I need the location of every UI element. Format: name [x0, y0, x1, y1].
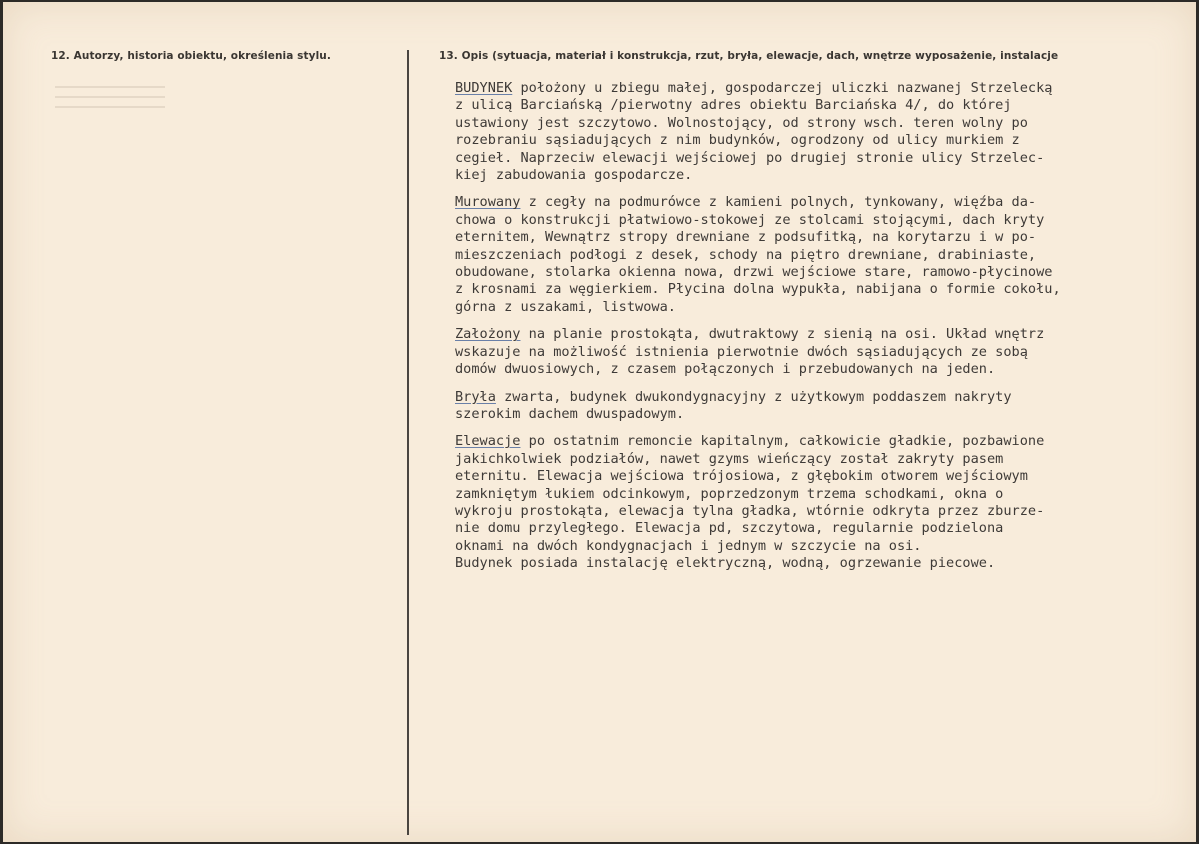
paragraph-murowany — [455, 194, 1185, 316]
text-line: chowa o konstrukcji płatwiowo-stokowej ze stolcami stojącymi, dach kryty — [455, 211, 1045, 228]
document-sheet — [3, 2, 1196, 842]
paragraph-zalozony — [455, 326, 1185, 378]
paragraph-lead: Bryła — [455, 388, 496, 405]
text-line: zwarta, budynek dwukondygnacyjny z użytkowym poddaszem nakryty — [495, 388, 1012, 405]
section-12-heading: 12. Autorzy, historia obiektu, określenia stylu. — [51, 50, 331, 62]
text-line: obudowane, stolarka okienna nowa, drzwi wejściowe stare, ramowo-płycinowe — [455, 264, 1053, 281]
paragraph-elewacje — [455, 433, 1185, 572]
paragraph-budynek — [455, 80, 1185, 184]
text-line: mieszczeniach podłogi z desek, schody na piętro drewniane, drabiniaste, — [455, 246, 1037, 263]
text-line: jakichkolwiek podziałów, nawet gzyms wieńczący został zakryty pasem — [455, 450, 1004, 467]
paragraph-lead: Założony — [455, 326, 521, 343]
text-line: wykroju prostokąta, elewacja tylna gładka, wtórnie odkryta przez zburze- — [455, 502, 1045, 519]
text-line: eternitu. Elewacja wejściowa trójosiowa, z głębokim otworem wejściowym — [455, 468, 1028, 485]
text-line: szerokim dachem dwuspadowym. — [455, 405, 685, 422]
column-divider — [407, 50, 409, 835]
faded-bleed-through — [55, 86, 165, 126]
text-line: z cegły na podmurówce z kamieni polnych, tynkowany, więźba da- — [520, 194, 1037, 211]
text-line: po ostatnim remoncie kapitalnym, całkowicie gładkie, pozbawione — [520, 433, 1045, 450]
section-13-heading: 13. Opis (sytuacja, materiał i konstrukcja, rzut, bryła, elewacje, dach, wnętrze wyposażenie, instalacje — [439, 50, 1059, 62]
text-line: z krosnami za węgierkiem. Płycina dolna wypukła, nabijana o formie cokołu, — [455, 281, 1061, 298]
text-line: nie domu przyległego. Elewacja pd, szczytowa, regularnie podzielona — [455, 520, 1004, 537]
text-line: położony u zbiegu małej, gospodarczej uliczki nazwanej Strzelecką — [512, 80, 1053, 96]
text-line: górna z uszakami, listwowa. — [455, 298, 676, 315]
text-line: cegieł. Naprzeciw elewacji wejściowej po drugiej stronie ulicy Strzelec- — [455, 149, 1045, 166]
paragraph-bryla — [455, 389, 1185, 424]
description-text — [455, 80, 1185, 573]
text-line: kiej zabudowania gospodarcze. — [455, 167, 693, 184]
text-line: wskazuje na możliwość istnienia pierwotnie dwóch sąsiadujących ze sobą — [455, 343, 1028, 360]
paragraph-lead: Murowany — [455, 194, 521, 211]
text-line: domów dwuosiowych, z czasem połączonych i przebudowanych na jeden. — [455, 361, 996, 378]
text-line: eternitem, Wewnątrz stropy drewniane z podsufitką, na korytarzu i w po- — [455, 229, 1037, 246]
paragraph-lead: Elewacje — [455, 433, 521, 450]
text-line: oknami na dwóch kondygnacjach i jednym w szczycie na osi. — [455, 537, 922, 554]
text-line: ustawiony jest szczytowo. Wolnostojący, od strony wsch. teren wolny po — [455, 114, 1028, 131]
text-line: zamkniętym łukiem odcinkowym, poprzedzonym trzema schodkami, okna o — [455, 485, 1004, 502]
text-line: z ulicą Barciańską /pierwotny adres obiektu Barciańska 4/, do której — [455, 97, 1012, 114]
text-line: na planie prostokąta, dwutraktowy z sienią na osi. Układ wnętrz — [520, 326, 1045, 343]
text-line: rozebraniu sąsiadujących z nim budynków, ogrodzony od ulicy murkiem z — [455, 132, 1020, 149]
paragraph-lead: BUDYNEK — [455, 80, 513, 96]
text-line: Budynek posiada instalację elektryczną, wodną, ogrzewanie piecowe. — [455, 555, 996, 572]
